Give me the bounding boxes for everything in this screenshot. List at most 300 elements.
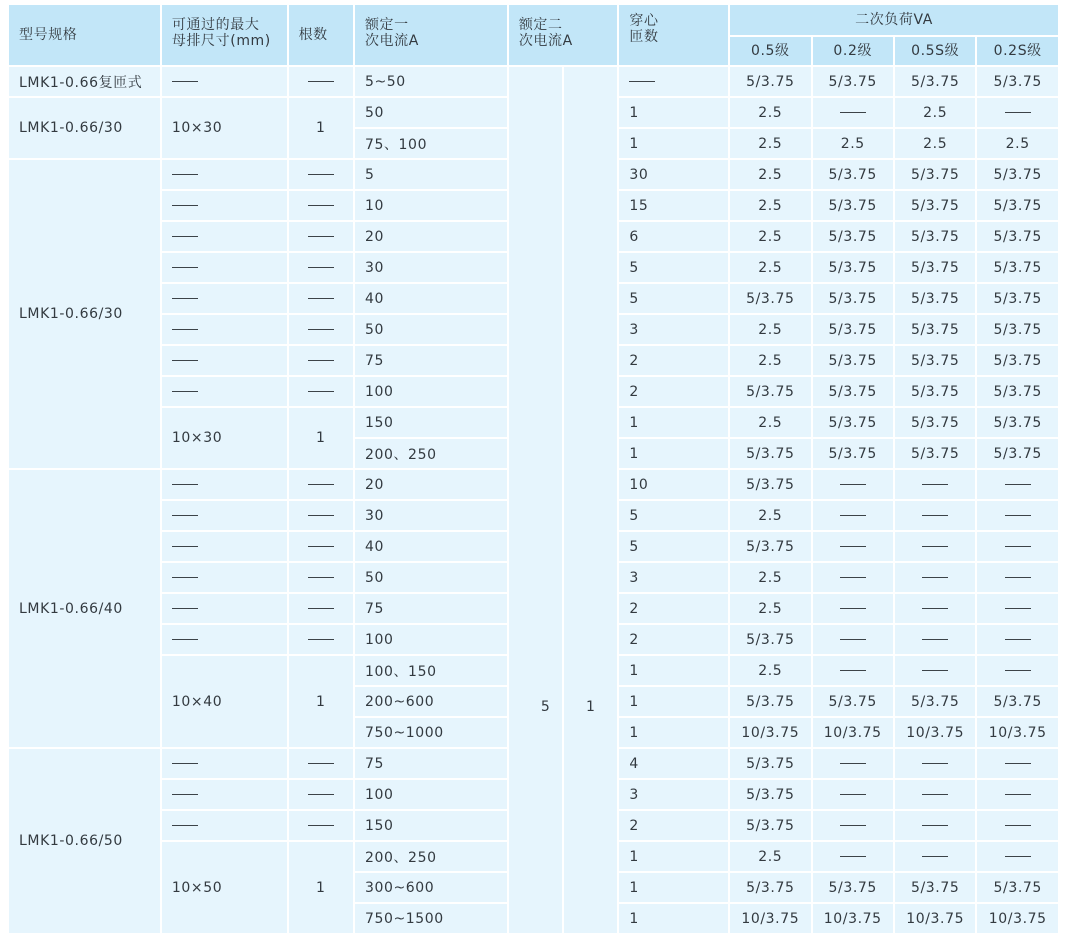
load-cell bbox=[895, 811, 975, 840]
dash-mark bbox=[922, 763, 948, 764]
turns-cell: 2 bbox=[619, 346, 728, 375]
load-cell: 5/3.75 bbox=[895, 408, 975, 437]
count-cell bbox=[289, 470, 353, 499]
load-cell: 5/3.75 bbox=[977, 222, 1058, 251]
load-cell: 5/3.75 bbox=[895, 284, 975, 313]
model-cell: LMK1-0.66/30 bbox=[9, 98, 160, 158]
primary-current-cell: 200、250 bbox=[355, 439, 507, 468]
primary-current-cell: 40 bbox=[355, 284, 507, 313]
load-cell: 5/3.75 bbox=[730, 811, 810, 840]
load-cell: 5/3.75 bbox=[895, 687, 975, 716]
secondary-current-cell: 5 bbox=[509, 67, 562, 933]
primary-current-cell: 50 bbox=[355, 315, 507, 344]
header-class-0-2s: 0.2S级 bbox=[977, 37, 1058, 65]
load-cell: 5/3.75 bbox=[730, 470, 810, 499]
header-turns-line2: 匝数 bbox=[629, 29, 659, 45]
dash-mark bbox=[629, 81, 655, 82]
primary-current-cell: 75、100 bbox=[355, 129, 507, 158]
dash-mark bbox=[922, 546, 948, 547]
load-cell bbox=[813, 98, 893, 127]
load-cell: 2.5 bbox=[730, 346, 810, 375]
dash-mark bbox=[308, 205, 334, 206]
primary-current-cell: 100 bbox=[355, 377, 507, 406]
busbar-cell bbox=[162, 346, 287, 375]
primary-current-cell: 100 bbox=[355, 625, 507, 654]
model-cell: LMK1-0.66/30 bbox=[9, 160, 160, 468]
dash-mark bbox=[922, 515, 948, 516]
busbar-cell bbox=[162, 780, 287, 809]
header-busbar-line2: 母排尺寸(mm) bbox=[171, 33, 271, 49]
busbar-cell bbox=[162, 594, 287, 623]
header-turns bbox=[619, 5, 728, 65]
busbar-cell bbox=[162, 253, 287, 282]
turns-cell: 1 bbox=[619, 656, 728, 685]
load-cell bbox=[813, 501, 893, 530]
model-cell: LMK1-0.66/40 bbox=[9, 470, 160, 747]
load-cell: 2.5 bbox=[730, 253, 810, 282]
primary-current-cell: 50 bbox=[355, 563, 507, 592]
load-cell: 5/3.75 bbox=[813, 67, 893, 96]
load-cell: 5/3.75 bbox=[730, 749, 810, 778]
load-cell bbox=[813, 780, 893, 809]
load-cell: 10/3.75 bbox=[977, 904, 1058, 933]
header-primary-current bbox=[355, 5, 507, 65]
dash-mark bbox=[172, 546, 198, 547]
load-cell: 5/3.75 bbox=[977, 377, 1058, 406]
spec-table bbox=[7, 3, 1060, 935]
busbar-cell bbox=[162, 625, 287, 654]
load-cell bbox=[895, 594, 975, 623]
dash-mark bbox=[172, 298, 198, 299]
header-secondary-current bbox=[509, 5, 618, 65]
load-cell bbox=[977, 501, 1058, 530]
turns-cell: 1 bbox=[619, 718, 728, 747]
load-cell: 5/3.75 bbox=[813, 377, 893, 406]
load-cell: 2.5 bbox=[730, 842, 810, 871]
load-cell: 2.5 bbox=[730, 501, 810, 530]
load-cell bbox=[977, 780, 1058, 809]
dash-mark bbox=[840, 856, 866, 857]
count-cell bbox=[289, 160, 353, 189]
load-cell: 5/3.75 bbox=[730, 780, 810, 809]
busbar-cell: 10×30 bbox=[162, 408, 287, 468]
dash-mark bbox=[840, 763, 866, 764]
load-cell: 2.5 bbox=[730, 408, 810, 437]
load-cell: 5/3.75 bbox=[895, 346, 975, 375]
dash-mark bbox=[172, 174, 198, 175]
load-cell bbox=[895, 532, 975, 561]
busbar-cell bbox=[162, 315, 287, 344]
table-header bbox=[9, 5, 1058, 65]
primary-current-cell: 100、150 bbox=[355, 656, 507, 685]
load-cell: 5/3.75 bbox=[977, 687, 1058, 716]
load-cell: 5/3.75 bbox=[895, 160, 975, 189]
primary-current-cell: 75 bbox=[355, 346, 507, 375]
count-cell bbox=[289, 780, 353, 809]
primary-current-cell: 750~1000 bbox=[355, 718, 507, 747]
load-cell: 5/3.75 bbox=[895, 873, 975, 902]
dash-mark bbox=[1005, 577, 1031, 578]
load-cell: 5/3.75 bbox=[977, 253, 1058, 282]
load-cell bbox=[895, 749, 975, 778]
load-cell: 5/3.75 bbox=[730, 377, 810, 406]
load-cell bbox=[895, 842, 975, 871]
load-cell: 2.5 bbox=[730, 315, 810, 344]
count-cell: 1 bbox=[289, 656, 353, 747]
dash-mark bbox=[1005, 639, 1031, 640]
dash-mark bbox=[922, 484, 948, 485]
load-cell bbox=[895, 501, 975, 530]
dash-mark bbox=[172, 639, 198, 640]
dash-mark bbox=[172, 236, 198, 237]
primary-current-cell: 30 bbox=[355, 253, 507, 282]
turns-cell: 5 bbox=[619, 253, 728, 282]
busbar-cell bbox=[162, 563, 287, 592]
header-count: 根数 bbox=[289, 5, 353, 65]
turns-cell: 1 bbox=[619, 98, 728, 127]
primary-current-cell: 20 bbox=[355, 222, 507, 251]
load-cell: 10/3.75 bbox=[977, 718, 1058, 747]
load-cell bbox=[895, 470, 975, 499]
load-cell: 2.5 bbox=[730, 191, 810, 220]
load-cell: 5/3.75 bbox=[813, 191, 893, 220]
turns-cell bbox=[619, 67, 728, 96]
load-cell: 5/3.75 bbox=[813, 284, 893, 313]
count-cell bbox=[289, 191, 353, 220]
turns-cell: 15 bbox=[619, 191, 728, 220]
dash-mark bbox=[308, 639, 334, 640]
load-cell: 5/3.75 bbox=[895, 439, 975, 468]
dash-mark bbox=[1005, 794, 1031, 795]
count-cell bbox=[289, 625, 353, 654]
turns-cell: 2 bbox=[619, 811, 728, 840]
dash-mark bbox=[1005, 112, 1031, 113]
load-cell: 2.5 bbox=[730, 656, 810, 685]
dash-mark bbox=[308, 391, 334, 392]
dash-mark bbox=[922, 608, 948, 609]
load-cell: 5/3.75 bbox=[977, 191, 1058, 220]
turns-cell: 1 bbox=[619, 687, 728, 716]
busbar-cell bbox=[162, 470, 287, 499]
count-cell bbox=[289, 222, 353, 251]
dash-mark bbox=[840, 639, 866, 640]
load-cell: 5/3.75 bbox=[730, 687, 810, 716]
dash-mark bbox=[840, 112, 866, 113]
header-load-group: 二次负荷VA bbox=[730, 5, 1058, 35]
load-cell: 2.5 bbox=[895, 98, 975, 127]
header-secondary-line1: 额定二 bbox=[518, 17, 563, 33]
load-cell: 5/3.75 bbox=[977, 67, 1058, 96]
dash-mark bbox=[308, 267, 334, 268]
header-class-0-5: 0.5级 bbox=[730, 37, 810, 65]
dash-mark bbox=[308, 360, 334, 361]
busbar-cell: 10×30 bbox=[162, 98, 287, 158]
dash-mark bbox=[308, 174, 334, 175]
turns-cell: 1 bbox=[619, 904, 728, 933]
dash-mark bbox=[308, 515, 334, 516]
load-cell bbox=[895, 656, 975, 685]
primary-current-cell: 5~50 bbox=[355, 67, 507, 96]
busbar-cell bbox=[162, 67, 287, 96]
busbar-cell bbox=[162, 222, 287, 251]
load-cell bbox=[977, 532, 1058, 561]
model-cell: LMK1-0.66复匝式 bbox=[9, 67, 160, 96]
count-cell bbox=[289, 501, 353, 530]
load-cell: 2.5 bbox=[895, 129, 975, 158]
load-cell: 2.5 bbox=[730, 160, 810, 189]
turns-cell: 1 bbox=[619, 408, 728, 437]
dash-mark bbox=[308, 298, 334, 299]
dash-mark bbox=[1005, 546, 1031, 547]
dash-mark bbox=[308, 794, 334, 795]
count-cell bbox=[289, 594, 353, 623]
dash-mark bbox=[308, 546, 334, 547]
busbar-cell bbox=[162, 160, 287, 189]
primary-current-cell: 50 bbox=[355, 98, 507, 127]
count-cell bbox=[289, 563, 353, 592]
load-cell: 10/3.75 bbox=[730, 718, 810, 747]
turns-cell: 1 bbox=[619, 873, 728, 902]
dash-mark bbox=[922, 577, 948, 578]
dash-mark bbox=[840, 546, 866, 547]
busbar-cell bbox=[162, 532, 287, 561]
primary-current-cell: 5 bbox=[355, 160, 507, 189]
load-cell: 5/3.75 bbox=[813, 222, 893, 251]
busbar-cell: 10×50 bbox=[162, 842, 287, 933]
dash-mark bbox=[840, 794, 866, 795]
busbar-cell bbox=[162, 811, 287, 840]
primary-current-cell: 75 bbox=[355, 749, 507, 778]
primary-current-cell: 10 bbox=[355, 191, 507, 220]
count-cell bbox=[289, 253, 353, 282]
dash-mark bbox=[922, 794, 948, 795]
busbar-cell: 10×40 bbox=[162, 656, 287, 747]
load-cell: 10/3.75 bbox=[813, 904, 893, 933]
load-cell bbox=[895, 625, 975, 654]
load-cell: 5/3.75 bbox=[730, 284, 810, 313]
dash-mark bbox=[840, 577, 866, 578]
load-cell: 10/3.75 bbox=[813, 718, 893, 747]
dash-mark bbox=[308, 81, 334, 82]
load-cell: 2.5 bbox=[977, 129, 1058, 158]
primary-current-cell: 30 bbox=[355, 501, 507, 530]
dash-mark bbox=[1005, 856, 1031, 857]
busbar-cell bbox=[162, 377, 287, 406]
count-cell: 1 bbox=[289, 842, 353, 933]
load-cell: 5/3.75 bbox=[977, 315, 1058, 344]
dash-mark bbox=[172, 360, 198, 361]
dash-mark bbox=[1005, 608, 1031, 609]
turns-cell: 5 bbox=[619, 284, 728, 313]
dash-mark bbox=[1005, 763, 1031, 764]
turns-cell: 4 bbox=[619, 749, 728, 778]
dash-mark bbox=[308, 329, 334, 330]
busbar-cell bbox=[162, 749, 287, 778]
dash-mark bbox=[172, 81, 198, 82]
turns-cell: 1 bbox=[619, 129, 728, 158]
dash-mark bbox=[308, 825, 334, 826]
load-cell: 5/3.75 bbox=[895, 253, 975, 282]
count-cell: 1 bbox=[289, 98, 353, 158]
load-cell bbox=[977, 842, 1058, 871]
load-cell: 10/3.75 bbox=[730, 904, 810, 933]
load-cell: 5/3.75 bbox=[730, 67, 810, 96]
load-cell bbox=[813, 594, 893, 623]
header-primary-line2: 次电流A bbox=[364, 33, 419, 49]
turns-cell: 6 bbox=[619, 222, 728, 251]
dash-mark bbox=[840, 670, 866, 671]
dash-mark bbox=[172, 391, 198, 392]
count-cell bbox=[289, 749, 353, 778]
dash-mark bbox=[172, 484, 198, 485]
turns-cell: 3 bbox=[619, 315, 728, 344]
dash-mark bbox=[172, 205, 198, 206]
load-cell: 2.5 bbox=[730, 98, 810, 127]
dash-mark bbox=[1005, 825, 1031, 826]
load-cell: 2.5 bbox=[730, 594, 810, 623]
primary-current-cell: 150 bbox=[355, 811, 507, 840]
turns-cell: 1 bbox=[619, 842, 728, 871]
turns-cell: 2 bbox=[619, 594, 728, 623]
secondary-count-cell: 1 bbox=[564, 67, 617, 933]
load-cell: 5/3.75 bbox=[977, 873, 1058, 902]
count-cell bbox=[289, 284, 353, 313]
table-row bbox=[9, 67, 1058, 96]
load-cell bbox=[813, 656, 893, 685]
turns-cell: 3 bbox=[619, 780, 728, 809]
load-cell: 5/3.75 bbox=[813, 315, 893, 344]
dash-mark bbox=[922, 670, 948, 671]
count-cell bbox=[289, 346, 353, 375]
load-cell: 5/3.75 bbox=[895, 222, 975, 251]
load-cell: 5/3.75 bbox=[730, 439, 810, 468]
dash-mark bbox=[1005, 484, 1031, 485]
load-cell bbox=[813, 749, 893, 778]
load-cell bbox=[895, 780, 975, 809]
primary-current-cell: 200、250 bbox=[355, 842, 507, 871]
dash-mark bbox=[922, 856, 948, 857]
header-turns-line1: 穿心 bbox=[629, 13, 659, 29]
load-cell: 5/3.75 bbox=[813, 253, 893, 282]
header-primary-line1: 额定一 bbox=[364, 17, 409, 33]
primary-current-cell: 150 bbox=[355, 408, 507, 437]
count-cell bbox=[289, 315, 353, 344]
header-busbar bbox=[162, 5, 287, 65]
load-cell: 5/3.75 bbox=[895, 377, 975, 406]
load-cell: 5/3.75 bbox=[730, 532, 810, 561]
turns-cell: 10 bbox=[619, 470, 728, 499]
load-cell bbox=[977, 563, 1058, 592]
dash-mark bbox=[172, 763, 198, 764]
load-cell bbox=[977, 811, 1058, 840]
count-cell: 1 bbox=[289, 408, 353, 468]
dash-mark bbox=[172, 267, 198, 268]
load-cell: 5/3.75 bbox=[730, 625, 810, 654]
load-cell bbox=[813, 470, 893, 499]
load-cell bbox=[813, 811, 893, 840]
load-cell bbox=[813, 842, 893, 871]
busbar-cell bbox=[162, 191, 287, 220]
dash-mark bbox=[172, 577, 198, 578]
load-cell: 10/3.75 bbox=[895, 718, 975, 747]
busbar-cell bbox=[162, 501, 287, 530]
load-cell: 5/3.75 bbox=[813, 873, 893, 902]
load-cell: 5/3.75 bbox=[730, 873, 810, 902]
load-cell: 5/3.75 bbox=[977, 408, 1058, 437]
dash-mark bbox=[840, 608, 866, 609]
primary-current-cell: 200~600 bbox=[355, 687, 507, 716]
load-cell: 5/3.75 bbox=[813, 439, 893, 468]
load-cell: 5/3.75 bbox=[977, 284, 1058, 313]
load-cell bbox=[813, 532, 893, 561]
model-cell: LMK1-0.66/50 bbox=[9, 749, 160, 933]
busbar-cell bbox=[162, 284, 287, 313]
load-cell: 5/3.75 bbox=[813, 408, 893, 437]
load-cell bbox=[977, 470, 1058, 499]
dash-mark bbox=[1005, 515, 1031, 516]
dash-mark bbox=[172, 825, 198, 826]
header-secondary-line2: 次电流A bbox=[518, 33, 573, 49]
load-cell: 5/3.75 bbox=[895, 315, 975, 344]
load-cell bbox=[977, 625, 1058, 654]
load-cell: 5/3.75 bbox=[895, 191, 975, 220]
load-cell bbox=[977, 656, 1058, 685]
dash-mark bbox=[922, 639, 948, 640]
primary-current-cell: 20 bbox=[355, 470, 507, 499]
count-cell bbox=[289, 532, 353, 561]
load-cell: 2.5 bbox=[730, 563, 810, 592]
dash-mark bbox=[308, 608, 334, 609]
load-cell: 5/3.75 bbox=[895, 67, 975, 96]
load-cell: 5/3.75 bbox=[977, 439, 1058, 468]
count-cell bbox=[289, 811, 353, 840]
count-cell bbox=[289, 67, 353, 96]
turns-cell: 5 bbox=[619, 501, 728, 530]
turns-cell: 2 bbox=[619, 377, 728, 406]
dash-mark bbox=[308, 577, 334, 578]
load-cell bbox=[813, 563, 893, 592]
header-class-0-2: 0.2级 bbox=[813, 37, 893, 65]
dash-mark bbox=[172, 608, 198, 609]
load-cell bbox=[813, 625, 893, 654]
turns-cell: 1 bbox=[619, 439, 728, 468]
load-cell: 2.5 bbox=[813, 129, 893, 158]
turns-cell: 3 bbox=[619, 563, 728, 592]
primary-current-cell: 40 bbox=[355, 532, 507, 561]
load-cell: 5/3.75 bbox=[977, 346, 1058, 375]
turns-cell: 30 bbox=[619, 160, 728, 189]
load-cell bbox=[977, 594, 1058, 623]
load-cell: 5/3.75 bbox=[813, 160, 893, 189]
dash-mark bbox=[172, 794, 198, 795]
header-class-0-5s: 0.5S级 bbox=[895, 37, 975, 65]
turns-cell: 5 bbox=[619, 532, 728, 561]
count-cell bbox=[289, 377, 353, 406]
load-cell: 10/3.75 bbox=[895, 904, 975, 933]
header-busbar-line1: 可通过的最大 bbox=[171, 17, 260, 33]
dash-mark bbox=[922, 825, 948, 826]
dash-mark bbox=[172, 515, 198, 516]
load-cell bbox=[977, 749, 1058, 778]
dash-mark bbox=[172, 329, 198, 330]
table-body bbox=[9, 67, 1058, 933]
dash-mark bbox=[840, 515, 866, 516]
load-cell: 5/3.75 bbox=[977, 160, 1058, 189]
load-cell: 5/3.75 bbox=[813, 687, 893, 716]
primary-current-cell: 750~1500 bbox=[355, 904, 507, 933]
load-cell bbox=[977, 98, 1058, 127]
primary-current-cell: 100 bbox=[355, 780, 507, 809]
